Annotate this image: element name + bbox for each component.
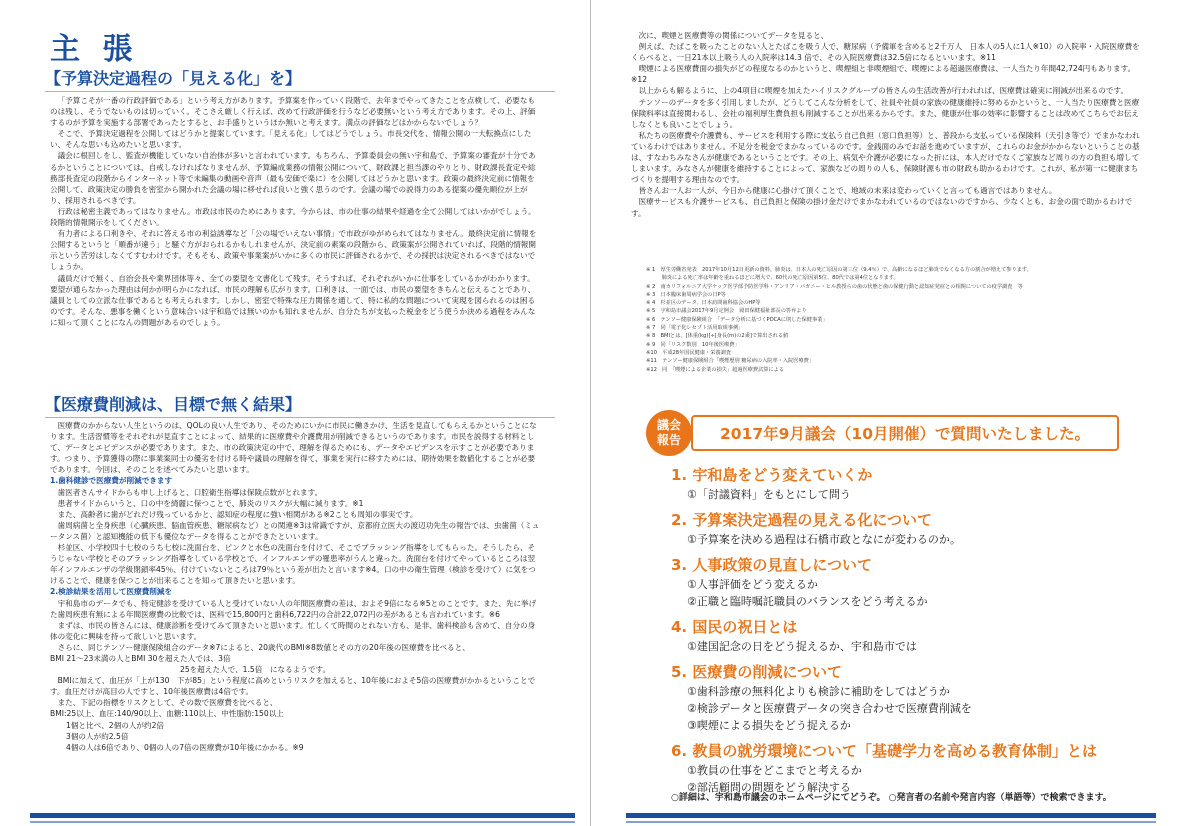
bottom-bar [626, 813, 1156, 818]
paragraph: 歯医者さんサイドからも申し上げると、口腔衛生指導は保険点数がとれます。 [57, 487, 323, 497]
paragraph: 歯周病菌と全身疾患（心臓疾患、脳血管疾患、糖尿病など）との関連※3は常識ですが、京都府立医大の渡辺功先生の報告では、虫歯菌（ミュータンス菌）と認知機能の低下も優位なデータを得ることができたといいます。 [50, 520, 540, 541]
footnote: ※ 6 テンソー健康保険組合 「データ分析に基づくPDCAに則した保健事業」 [646, 316, 828, 323]
question-heading: 3. 人事政策の見直しについて [671, 556, 873, 574]
paragraph: また、高齢者に歯がどれだけ残っているかと、認知症の程度に強い相関がある※2ことも周知の事実です。 [57, 509, 418, 519]
question-heading: 2. 予算案決定過程の見える化について [671, 511, 933, 529]
paragraph: まずは、市民の皆さんには、健康診断を受けてみて頂きたいと思います。忙しくて時間のとれない方も、是非、歯科検診も含めて、自分の身体の変化に興味を持って欲しいと思います。 [50, 620, 536, 641]
question-heading: 4. 国民の祝日とは [671, 618, 798, 636]
paragraph: 私たちの医療費や介護費も、サービスを利用する際に支払う自己負担（窓口負担等）と、普段から支払っている保険料（天引き等で）でまかなわれているわけではありません。不足分を税金でまかなっているのです。金銭面のみでお話を進めていますが、これらのお金がかからないということの基は、すなわちみなさんが健康であるということです。その上、病気や介護が必要になった折には、本人だけでなくご家族など周りの方の負担も増してしまいます。みなさんが健康を維持することによって、家族などの周りの人も、保険財源も市の財政も助かるわけです。これが、私が第一に健康まちづくりを提唱する理由なのです。 [631, 130, 1140, 185]
footnote: ※ 1 厚生労働省発表 2017年10月12日更新の資料。肺炎は、日本人の死亡原因の第三位（9.4％）で、高齢になるほど肺炎でなくなる方の割合が増えて参ります。 [646, 267, 1032, 273]
paragraph: また、下記の指標をリスクとして、その数で医療費を比べると、 [57, 698, 278, 708]
footnote: ※ 8 BMIとは、[体重(kg)]÷[身長(m)の2乗]で算出される値 [646, 333, 789, 340]
footnote: ※ 9 同「リスク数別 10年後医療費」 [646, 341, 740, 348]
paragraph: 議員だけで無く、自治会長や業界団体等々、全ての要望を文書化して残す。そうすれば、それぞれがいかに仕事をしているかがわかります。要望が通らなかった理由は何かが明らかになれば、市民の理解も広がります。口利きは、一面では、市民の要望をきちんと伝えることであり、議員としての立派な仕事であるとも考えられます。しかし、密室で特殊な圧力関係を通して、特に私的な問題について実現を図られるのは困るのです。そんな、悪事を働くという意味合いは宇和島では無いのかも知れませんが、自分たちが支払った税金をどう使うか決める過程をみんなに知って頂くことになんの問題があるのでしょう。 [50, 273, 536, 327]
footnote: ※ 7 同「電子化レセプト活用取組事例」 [646, 325, 744, 332]
paragraph: 杉並区、小学校四十七校のうち七校に洗面台を、ピンクと水色の洗面台を付けて、そこでブラッシング指導をしてもらった。そうしたら、そうじゃない学校とそのブラッシング指導をしている学校とで、インフルエンザの罹患率がうんと違った。洗面台を付けてやっているところは翌年インフルエンザの学級閉鎖率45％、付けていないところは79％という差が出たと言います※4。口の中の衛生管理（検診を受けて）に気をつけることで、健康を保つことが出来ることを知って頂きたいと思います。 [50, 543, 536, 586]
question-sub: ①予算案を決める過程は石橋市政となにが変わるのか。 [687, 533, 961, 546]
question-sub: ①建国記念の日をどう捉えるか、宇和島市では [687, 640, 917, 653]
paragraph: 1個と比べ、2個の人が约2倍 [66, 720, 165, 730]
paragraph: BMI 21～23未満の人とBMI 30を超えた人では、3倍 [50, 653, 231, 663]
paragraph: 行政は秘密主義であってはなりません。市政は市民のためにあります。今からは、市の仕事の結果や経過を全て公開してはいかがでしょう。段階的情報開示をしてください。 [50, 206, 536, 228]
question-sub: ③喫煙による損失をどう捉えるか [687, 719, 851, 732]
question-sub: ①教員の仕事をどこまでと考えるか [687, 764, 862, 777]
question-list [671, 464, 1151, 802]
bottom-bar-thin [30, 821, 575, 823]
paragraph: 25を超えた人で、1.5倍 になるようです。 [180, 665, 331, 675]
footnote-list [646, 266, 1136, 374]
question-sub: ①人事評価をどう変えるか [687, 578, 818, 591]
paragraph: 医療サービスも介護サービスも、自己負担と保険の掛け金だけでまかなわれているのではないのですから、少なくとも、お金の面で助かるわけです。 [631, 197, 1133, 218]
question-sub: ②正職と臨時嘱託職員のバランスをどう考えるか [687, 595, 928, 608]
bottom-bar-thin [626, 821, 1156, 823]
question-item [671, 464, 1151, 503]
question-sub: ②部活顧問の問題をどう解決する [687, 781, 851, 794]
question-item [671, 616, 1151, 655]
question-heading: 6. 教員の就労環境について「基礎学力を高める教育体制」とは [671, 742, 1098, 760]
subheading: 1.歯科健診で医療費が削減できます [50, 476, 173, 486]
report-badge-line2: 報告 [656, 433, 681, 447]
question-item [671, 661, 1151, 734]
question-sub: ①「討議資料」をもとにして問う [687, 488, 851, 501]
question-item [671, 509, 1151, 548]
paragraph: 喫煙による医療費面の損失がどの程度なるのかというと、喫煙組と非喫煙組で、喫煙による超過医療費は、一人当たり年間42,724円もあります。※12 [631, 64, 1136, 85]
paragraph: さらに、同じテンソー健康保険組合のデータ※7によると、20歳代のBMI※8数値とその方の20年後の医療費を比べると、 [57, 642, 470, 652]
footnote: ※ 3 日本臨床歯周病学会の日P等 [646, 291, 726, 298]
section-heading-budget: 【予算決定過程の「見える化」を】 [45, 66, 555, 92]
paragraph: 宇和島市のデータでも、特定健診を受けている人と受けていない人の年間医療費の差は、およそ9倍になる※5とのことです。また、先に挙げた歯周疾患有無による年間医療費の比較では、医科で15,800円と歯科6,722円の合計22,072円の差があるとも言われています。※6 [50, 598, 537, 619]
report-badge-line1: 議会 [656, 418, 681, 432]
paragraph: BMI:25以上、血圧:140/90以上、血糖:110以上、中性脂肪:150以上 [50, 709, 284, 719]
paragraph: そこで、予算決定過程を公開してはどうかと提案しています。「見える化」してはどうでしょう。市長交代を、情報公開の一大転換点にしたい、そんな思いも込めたいと思います。 [50, 129, 532, 150]
paragraph: 以上からも解るように、上の4項目に喫煙を加えたハイリスクグループの皆さんの生活改善が行われれば、医療費は確実に削減が出来るのです。 [638, 86, 1129, 96]
paragraph: BMIに加えて、血圧が「上が130 下が85」という程度に高めというリスクを加えると、10年後におよそ5倍の医療費がかかるということです。血圧だけが高目の人ですと、10年後医療費は4倍です。 [50, 676, 536, 697]
paragraph: 医療費のかからない人生というのは、QOLの良い人生であり、そのためにいかに市民に働きかけ、生活を見直してもらえるかということになります。生活習慣等をそれぞれが見直すことによって、結果的に医療費や介護費用が削減できるというのであります。市民を説得する材料として、データとエビデンスが必要であります。また、市の政策決定の中で、理解を得るためにも、データやエビデンスを示すことが必要であります。つまり、予算獲得の際に事業案同士の優劣を付ける時や議員の理解を得て、事業を実行に移すためには、期待効果を数値化することが必要であります。今回は、そのことを述べてみたいと思います。 [50, 421, 537, 475]
paragraph: テンソーのデータを多く引用しましたが、どうしてこんな分析をして、社員や社員の家族の健康維持に努めるかというと、一人当たり医療費と医療保険料率は直接関わるし、会社の福利厚生費負担も削減することが出来るからです。また、健康が仕事の効率に影響することは改めてこちらでお伝えしなくとも良いことでしょう。 [631, 97, 1140, 129]
paragraph: 4個の人は6倍であり、0個の人の7倍の医療費が10年後にかかる。※9 [66, 742, 304, 752]
paragraph: 「予算こそが一番の行政評価である」という考え方があります。予算案を作っていく段階で、去年までやってきたことを点検して、必要なものは残し、そうでないものは切っていく。そこさえ厳しく行えば、改めて行政評価を行うなど必要無いという考え方であります。その上、評価するのが予算を実施する部署であったとすると、お手盛りというほか無いと考えます。満点の評価などはかからないでしょう？ [50, 96, 536, 128]
footnote: ※ 5 宇和島市議会2017年9月定例会 岡田保健福祉部長の答弁より [646, 308, 807, 315]
section-body-budget [50, 95, 540, 328]
footnote: 肺炎による死亡率は年齢を重ねるほどに増大で、60代の死亡原因第5位、80代では第4位となります。 [646, 275, 899, 282]
report-title: 2017年9月議会（10月開催）で質問いたしました。 [720, 425, 1090, 443]
question-sub: ②検診データと医療費データの突き合わせで医療費削減を [687, 702, 972, 715]
report-badge [646, 410, 692, 456]
section-heading-medical: 【医療費削減は、目標で無く結果】 [45, 392, 555, 418]
subheading: 2.検診結果を活用して医療費削減を [50, 587, 173, 597]
footnote: ※ 4 杉並区のデータ、日本訪問歯科協会のHP等 [646, 300, 761, 307]
paragraph: 次に、喫煙と医療費等の関係についてデータを見ると、 [638, 31, 829, 40]
page-title: 主 張 [50, 32, 139, 67]
question-heading: 1. 宇和島をどう変えていくか [671, 466, 873, 484]
report-title-box [691, 415, 1119, 451]
paragraph: 例えば、たばこを吸ったことのない人とたばこを吸う人で、糖尿病（予備軍を含めると2千万人 日本人の5人に1人※10）の入院率・入院医療費をくらべると、一日21本以上吸う人の入院率は14.3 倍で、その入院医療費は32.5倍になるといいます。※11 [631, 42, 1140, 63]
paragraph: 議会に根回しをし、監査が機能していない自治体が多いと言われています。もちろん、予算委員会の無い宇和島で、予算案の審査が十分であるかということについては、自戒しなければなりませんが、予算編成業務の情報公開について、財政課と担当課のやりとり、財政課長査定や総務部長査定の段階からインターネット等で未編集の動画や音声（最も安価で楽に）を公開してはどうかと思います。政策の最終決定前に情報を公開して、政策決定の勝負を密室から開かれた会議の場に移せれば良いと強く思うのです。会議の場での説得力のある提案の優先順位が上がり、採用されるべきです。 [50, 151, 536, 205]
section-body-medical [50, 420, 540, 753]
question-sub: ①歯科診療の無料化よりも検診に補助をしてはどうか [687, 685, 950, 698]
paragraph: 3個の人が約2.5倍 [66, 731, 129, 741]
question-heading: 5. 医療費の削減について [671, 663, 843, 681]
right-page [591, 0, 1180, 826]
footnote: ※12 同 「喫煙による企業の損失」超過医療費試算による [646, 366, 785, 373]
footnote: ※11 テンソー健康保険組合「喫煙歴別 糖尿病の入院率・入院医療費」 [646, 358, 814, 365]
footnote: ※ 2 南カリフォルニア大学ケック医学部予防医学科・アンリア・バガニー・ヒル教授らの歯の状態と歯の保健行動と認知症発症との相関についての疫学調査 等 [646, 283, 1023, 290]
question-item [671, 740, 1151, 796]
paragraph: 患者サイドからいうと、口の中を綺麗に保つことで、肺炎のリスクが大幅に減ります。※1 [57, 498, 364, 508]
paragraph: 有力者による口利きや、それに答える市の利益誘導など「公の場でいえない事情」で市政がゆがめられてはなりません。最終決定前に情報を公開するというと「順番が違う」と騒ぐ方がおられるかもしれませんが、決定前の素案の段階から、政策案が公開されていれば、段階的情報開示という苦労はしなくてすむわけです。そもそも、政策や事業案がいかに多くの市民に評価されるかで、その採択は決定されるべきではないでしょうか。 [50, 229, 537, 272]
footnote: ※10 平成28年国民健康・栄養調査 [646, 349, 731, 356]
footer-note: ○詳細は、宇和島市議会のホームページにてどうぞ。 ○発言者の名前や発言内容（単語等）で検索できます。 [671, 793, 1112, 803]
question-item [671, 554, 1151, 610]
bottom-bar [30, 813, 575, 818]
continued-body [631, 30, 1141, 219]
paragraph: 皆さんお一人お一人が、今日から健康に心掛けて頂くことで、地域の未来は変わっていくと言っても過言ではありません。 [638, 186, 1057, 196]
